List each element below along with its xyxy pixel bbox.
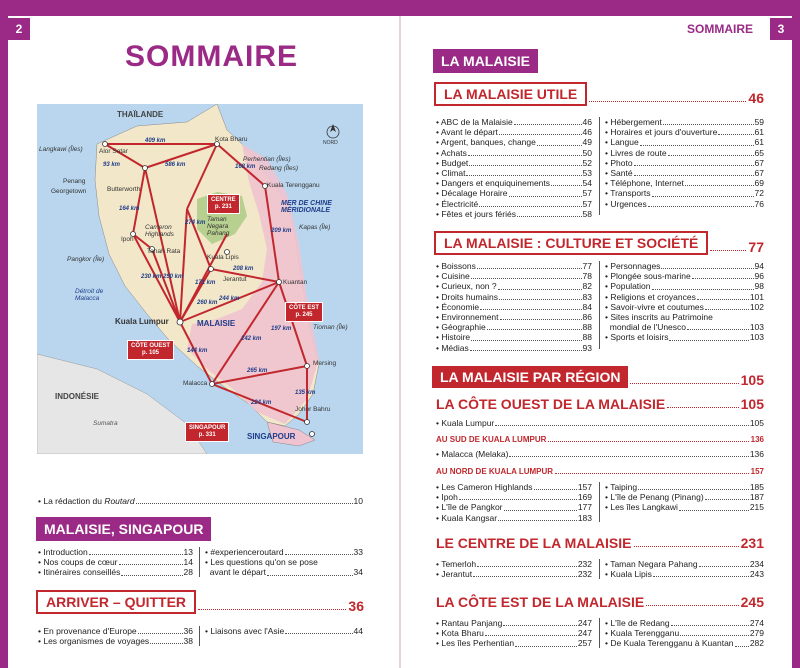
region-tag-cote-ouest[interactable]: CÔTE OUEST p. 105 xyxy=(127,340,174,360)
distance-label: 230 km xyxy=(141,274,162,280)
toc-entry[interactable]: • Boissons 77 xyxy=(436,261,592,271)
column-separator xyxy=(199,626,200,646)
toc-entry[interactable]: • Téléphone, Internet 69 xyxy=(605,178,764,189)
toc-entry[interactable]: • Kota Bharu 247 xyxy=(436,628,592,639)
label-kuala-lumpur: Kuala Lumpur xyxy=(115,317,169,326)
region-tag-cote-est[interactable]: CÔTE EST p. 245 xyxy=(285,302,323,322)
ouest-col1 xyxy=(436,482,592,523)
page-gutter xyxy=(399,16,401,668)
distance-label: 144 km xyxy=(187,348,208,354)
ms-col2 xyxy=(205,547,363,578)
toc-entry[interactable]: • #experienceroutard 33 xyxy=(205,547,363,557)
culture-col1 xyxy=(436,261,592,353)
section-cote-ouest[interactable]: LA CÔTE OUEST DE LA MALAISIE 105 xyxy=(436,396,764,412)
toc-entry[interactable]: • Savoir-vivre et coutumes 102 xyxy=(605,301,764,312)
label-indonesie: INDONÉSIE xyxy=(55,392,100,401)
label-kota-bharu: Kota Bharu xyxy=(215,136,248,143)
region-tag-singapour[interactable]: SINGAPOUR p. 331 xyxy=(185,422,229,442)
toc-entry[interactable]: • Ipoh 169 xyxy=(436,492,592,503)
column-separator xyxy=(599,261,600,349)
toc-entry[interactable]: • ABC de la Malaisie 46 xyxy=(436,117,592,127)
toc-entry[interactable]: • Urgences 76 xyxy=(605,198,764,209)
toc-entry[interactable]: • Temerloh 232 xyxy=(436,559,592,569)
distance-label: 274 km xyxy=(185,220,206,226)
toc-entry[interactable]: • Religions et croyances 101 xyxy=(605,291,764,302)
toc-entry[interactable]: • En provenance d'Europe 36 xyxy=(38,626,193,636)
distance-label: 93 km xyxy=(103,162,121,168)
toc-entry[interactable]: • Les Cameron Highlands 157 xyxy=(436,482,592,492)
right-edge-band xyxy=(792,16,800,668)
section-centre[interactable]: LE CENTRE DE LA MALAISIE 231 xyxy=(436,535,764,551)
toc-entry[interactable]: • Hébergement 59 xyxy=(605,117,764,127)
label-tioman: Tioman (Île) xyxy=(313,324,348,331)
toc-entry[interactable]: • Kuala Terengganu 279 xyxy=(605,628,764,639)
label-kuantan: Kuantan xyxy=(283,279,308,286)
toc-entry[interactable]: • Jerantut 232 xyxy=(436,569,592,580)
section-culture-societe[interactable]: LA MALAISIE : CULTURE ET SOCIÉTÉ 77 xyxy=(434,231,764,255)
section-header-la-malaisie[interactable]: LA MALAISIE xyxy=(433,49,538,73)
toc-entry[interactable]: • L'île de Pangkor 177 xyxy=(436,502,592,513)
column-separator xyxy=(599,559,600,579)
toc-entry[interactable]: • Plongée sous-marine 96 xyxy=(605,271,764,282)
toc-entry[interactable]: • Cuisine 78 xyxy=(436,271,592,282)
label-perhentian: Perhentian (Îles) xyxy=(243,156,291,163)
distance-label: 171 km xyxy=(195,280,216,286)
distance-label: 135 km xyxy=(295,390,316,396)
toc-entry[interactable]: • Achats 50 xyxy=(436,147,592,158)
toc-entry[interactable]: • Taman Negara Pahang 234 xyxy=(605,559,764,569)
left-edge-band xyxy=(0,16,8,668)
est-col2 xyxy=(605,618,764,649)
centre-col1 xyxy=(436,559,592,579)
toc-entry[interactable]: • Horaires et jours d'ouverture 61 xyxy=(605,127,764,138)
toc-entry[interactable]: • Économie 84 xyxy=(436,301,592,312)
toc-entry[interactable]: • Nos coups de cœur 14 xyxy=(38,557,193,568)
toc-entry-kuala-lumpur[interactable]: • Kuala Lumpur 105 xyxy=(436,418,764,428)
toc-entry[interactable]: • Argent, banques, change 49 xyxy=(436,137,592,148)
toc-entry[interactable]: • Introduction 13 xyxy=(38,547,193,557)
subsection-sud-kl[interactable]: AU SUD DE KUALA LUMPUR 136 xyxy=(436,435,764,444)
toc-entry[interactable]: • Dangers et enquiquinements 54 xyxy=(436,178,592,189)
label-alor-setar: Alor Setar xyxy=(99,148,128,155)
label-cameron: Cameron Highlands xyxy=(145,224,174,238)
section-arriver-quitter[interactable]: ARRIVER – QUITTER 36 xyxy=(36,590,364,614)
toc-entry[interactable]: • Curieux, non ? 82 xyxy=(436,281,592,292)
toc-entry[interactable]: avant le départ 34 xyxy=(209,567,363,578)
section-malaisie-utile[interactable]: LA MALAISIE UTILE 46 xyxy=(434,82,764,106)
toc-entry[interactable]: • De Kuala Terengganu à Kuantan 282 xyxy=(605,638,764,649)
distance-label: 197 km xyxy=(271,326,292,332)
distance-label: 209 km xyxy=(271,228,292,234)
distance-label: 586 km xyxy=(165,162,186,168)
subsection-nord-kl[interactable]: AU NORD DE KUALA LUMPUR 157 xyxy=(436,467,764,476)
running-header: SOMMAIRE xyxy=(687,22,753,36)
aq-col2 xyxy=(205,626,363,636)
culture-col2 xyxy=(605,261,764,343)
label-thailande: THAÏLANDE xyxy=(117,110,164,119)
map-drawing xyxy=(37,104,363,454)
distance-label: 208 km xyxy=(233,266,254,272)
distance-label: 224 km xyxy=(251,400,272,406)
toc-entry[interactable]: mondial de l'Unesco 103 xyxy=(609,322,764,333)
distance-label: 164 km xyxy=(119,206,140,212)
section-par-region[interactable]: LA MALAISIE PAR RÉGION 105 xyxy=(432,366,764,388)
distance-label: 290 km xyxy=(163,274,184,280)
label-mer-chine: MER DE CHINE MÉRIDIONALE xyxy=(281,200,332,214)
page-number-left: 2 xyxy=(8,18,30,40)
distance-label: 168 km xyxy=(235,164,256,170)
toc-entry[interactable]: • Environnement 86 xyxy=(436,311,592,322)
label-georgetown: Georgetown xyxy=(51,188,87,195)
label-pangkor: Pangkor (Île) xyxy=(67,256,105,263)
toc-entry-redaction[interactable]: • La rédaction du Routard 10 xyxy=(38,496,363,506)
toc-entry[interactable]: • Santé 67 xyxy=(605,167,764,178)
label-penang: Penang xyxy=(63,178,86,185)
toc-entry[interactable]: • Itinéraires conseillés 28 xyxy=(38,567,193,578)
toc-entry[interactable]: • Les questions qu'on se pose xyxy=(205,557,318,568)
label-butterworth: Butterworth xyxy=(107,186,141,193)
label-malacca: Malacca xyxy=(183,380,208,387)
label-kuala-terengganu: Kuala Terengganu xyxy=(267,182,320,189)
toc-entry[interactable]: • Transports 72 xyxy=(605,188,764,199)
toc-entry[interactable]: • Liaisons avec l'Asie 44 xyxy=(205,626,363,636)
toc-entry[interactable]: • L'île de Penang (Pinang) 187 xyxy=(605,492,764,503)
toc-entry[interactable]: • Kuala Lipis 243 xyxy=(605,569,764,580)
ouest-col2 xyxy=(605,482,764,513)
centre-col2 xyxy=(605,559,764,579)
label-ipoh: Ipoh xyxy=(121,236,134,243)
toc-entry[interactable]: • Sites inscrits au Patrimoine xyxy=(605,311,713,322)
malaysia-map xyxy=(37,104,363,454)
utile-col1 xyxy=(436,117,592,219)
distance-label: 260 km xyxy=(197,300,218,306)
column-separator xyxy=(599,117,600,215)
label-malaisie: MALAISIE xyxy=(197,319,236,328)
toc-entry[interactable]: • Les îles Perhentian 257 xyxy=(436,638,592,649)
toc-entry[interactable]: • Avant le départ 46 xyxy=(436,127,592,138)
toc-entry-malacca[interactable]: • Malacca (Melaka) 136 xyxy=(436,449,764,459)
toc-entry[interactable]: • L'île de Redang 274 xyxy=(605,618,764,628)
label-tanah-rata: Tanah Rata xyxy=(147,248,181,255)
toc-entry[interactable]: • Budget 52 xyxy=(436,157,592,168)
toc-entry[interactable]: • Kuala Kangsar 183 xyxy=(436,512,592,523)
toc-entry[interactable]: • Décalage Horaire 57 xyxy=(436,188,592,199)
label-singapour: SINGAPOUR xyxy=(247,432,296,441)
label-taman-negara: Taman Negara Pahang xyxy=(207,216,230,237)
toc-entry[interactable]: • Les îles Langkawi 215 xyxy=(605,502,764,513)
page-title: SOMMAIRE xyxy=(125,40,298,73)
label-langkawi: Langkawi (Îles) xyxy=(39,146,83,153)
est-col1 xyxy=(436,618,592,649)
toc-entry[interactable]: • Taiping 185 xyxy=(605,482,764,492)
label-nord: NORD xyxy=(323,140,338,146)
toc-entry[interactable]: • Électricité 57 xyxy=(436,198,592,209)
page-number-right: 3 xyxy=(770,18,792,40)
toc-entry[interactable]: • Personnages 94 xyxy=(605,261,764,271)
toc-entry[interactable]: • Sports et loisirs 103 xyxy=(605,332,764,343)
toc-entry[interactable]: • Fêtes et jours fériés 58 xyxy=(436,208,592,219)
toc-entry[interactable]: • Rantau Panjang 247 xyxy=(436,618,592,628)
label-sumatra: Sumatra xyxy=(93,420,118,427)
toc-entry[interactable]: • Photo 67 xyxy=(605,157,764,168)
top-band-left xyxy=(0,0,400,40)
distance-label: 244 km xyxy=(219,296,240,302)
label-kapas: Kapas (Île) xyxy=(299,224,331,231)
column-separator xyxy=(599,482,600,522)
distance-label: 409 km xyxy=(145,138,166,144)
ms-col1 xyxy=(38,547,193,578)
toc-entry[interactable]: • Médias 93 xyxy=(436,342,592,353)
toc-entry[interactable]: • Les organismes de voyages 38 xyxy=(38,636,193,647)
toc-entry[interactable]: • Droits humains 83 xyxy=(436,291,592,302)
toc-entry[interactable]: • Livres de route 65 xyxy=(605,147,764,158)
toc-entry[interactable]: • Climat 53 xyxy=(436,167,592,178)
section-header-malaisie-singapour[interactable]: MALAISIE, SINGAPOUR xyxy=(36,517,211,541)
aq-col1 xyxy=(38,626,193,646)
region-tag-centre[interactable]: CENTRE p. 231 xyxy=(207,194,240,214)
distance-label: 242 km xyxy=(241,336,262,342)
label-johor-bahru: Johor Bahru xyxy=(295,406,331,413)
column-separator xyxy=(199,547,200,577)
label-kuala-lipis: Kuala Lipis xyxy=(207,254,239,261)
toc-entry[interactable]: • Population 98 xyxy=(605,281,764,292)
column-separator xyxy=(599,618,600,648)
label-redang: Redang (Îles) xyxy=(259,165,299,172)
toc-entry[interactable]: • Histoire 88 xyxy=(436,332,592,343)
section-cote-est[interactable]: LA CÔTE EST DE LA MALAISIE 245 xyxy=(436,594,764,610)
toc-entry[interactable]: • Langue 61 xyxy=(605,137,764,148)
toc-entry[interactable]: • Géographie 88 xyxy=(436,322,592,333)
label-detroit: Détroit de Malacca xyxy=(75,288,104,302)
distance-label: 265 km xyxy=(247,368,268,374)
label-jerantut: Jerantut xyxy=(223,276,247,283)
utile-col2 xyxy=(605,117,764,209)
label-mersing: Mersing xyxy=(313,360,337,367)
